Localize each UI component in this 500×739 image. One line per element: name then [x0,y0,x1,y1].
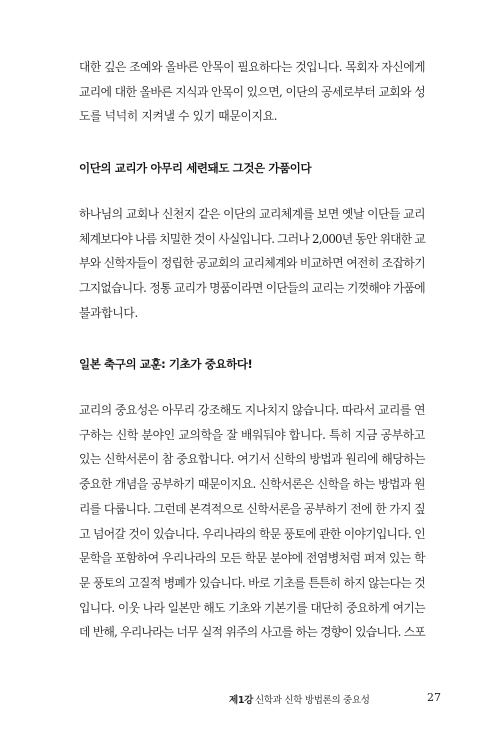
paragraph-heresy [79,202,425,326]
paragraph-fundamentals [79,398,425,645]
text-line: 그지없습니다. 정통 교리가 명품이라면 이단들의 교리는 기껏해야 가품에 [79,281,425,296]
text-line: 구하는 신학 분야인 교의학을 잘 배워둬야 합니다. 특히 지금 공부하고 [79,427,425,442]
text-line: 대한 깊은 조예와 올바른 안목이 필요하다는 것입니다. 목회자 자신에게 [79,60,425,74]
text-line: 데 반해, 우리나라는 너무 실적 위주의 사고를 하는 경향이 있습니다. 스포 [79,625,425,640]
text-line: 고 넘어갈 것이 있습니다. 우리나라의 학문 풍토에 관한 이야기입니다. 인 [79,526,425,541]
paragraph-intro [79,55,425,129]
text-line: 입니다. 이웃 나라 일본만 해도 기초와 기본기를 대단히 중요하게 여기는 [79,600,425,615]
text-line: 체계보다야 나름 치밀한 것이 사실입니다. 그러나 2,000년 동안 위대한 교 [79,231,425,246]
text-line: 부와 신학자들이 정립한 공교회의 교리체계와 비교하면 여전히 조잡하기 [79,256,425,271]
text-line: 도를 넉넉히 지켜낼 수 있기 때문이지요. [79,109,278,124]
text-line: 리를 다룹니다. 그런데 본격적으로 신학서론을 공부하기 전에 한 가지 짚 [79,501,425,516]
section-heading-japan-soccer: 일본 축구의 교훈: 기초가 중요하다! [79,357,253,371]
text-line: 교리에 대한 올바른 지식과 안목이 있으면, 이단의 공세로부터 교회와 성 [79,84,425,99]
chapter-title: 신학과 신학 방법론의 중요성 [255,695,370,706]
text-line: 있는 신학서론이 참 중요합니다. 여기서 신학의 방법과 원리에 해당하는 [79,452,425,467]
section-heading-heresy: 이단의 교리가 아무리 세련돼도 그것은 가품이다 [79,161,312,175]
text-line: 문학을 포함하여 우리나라의 모든 학문 분야에 전염병처럼 퍼져 있는 학 [79,551,425,566]
text-line: 하나님의 교회나 신천지 같은 이단의 교리체계를 보면 옛날 이단들 교리 [79,207,425,221]
text-line: 문 풍토의 고질적 병폐가 있습니다. 바로 기초를 튼튼히 하지 않는다는 것 [79,575,425,590]
text-line: 중요한 개념을 공부하기 때문이지요. 신학서론은 신학을 하는 방법과 원 [79,477,425,492]
page-number: 27 [427,691,441,704]
page-footer [0,690,500,710]
chapter-label: 제1강 [229,695,254,706]
text-line: 불과합니다. [79,305,138,320]
text-line: 교리의 중요성은 아무리 강조해도 지나치지 않습니다. 따라서 교리를 연 [79,403,425,417]
